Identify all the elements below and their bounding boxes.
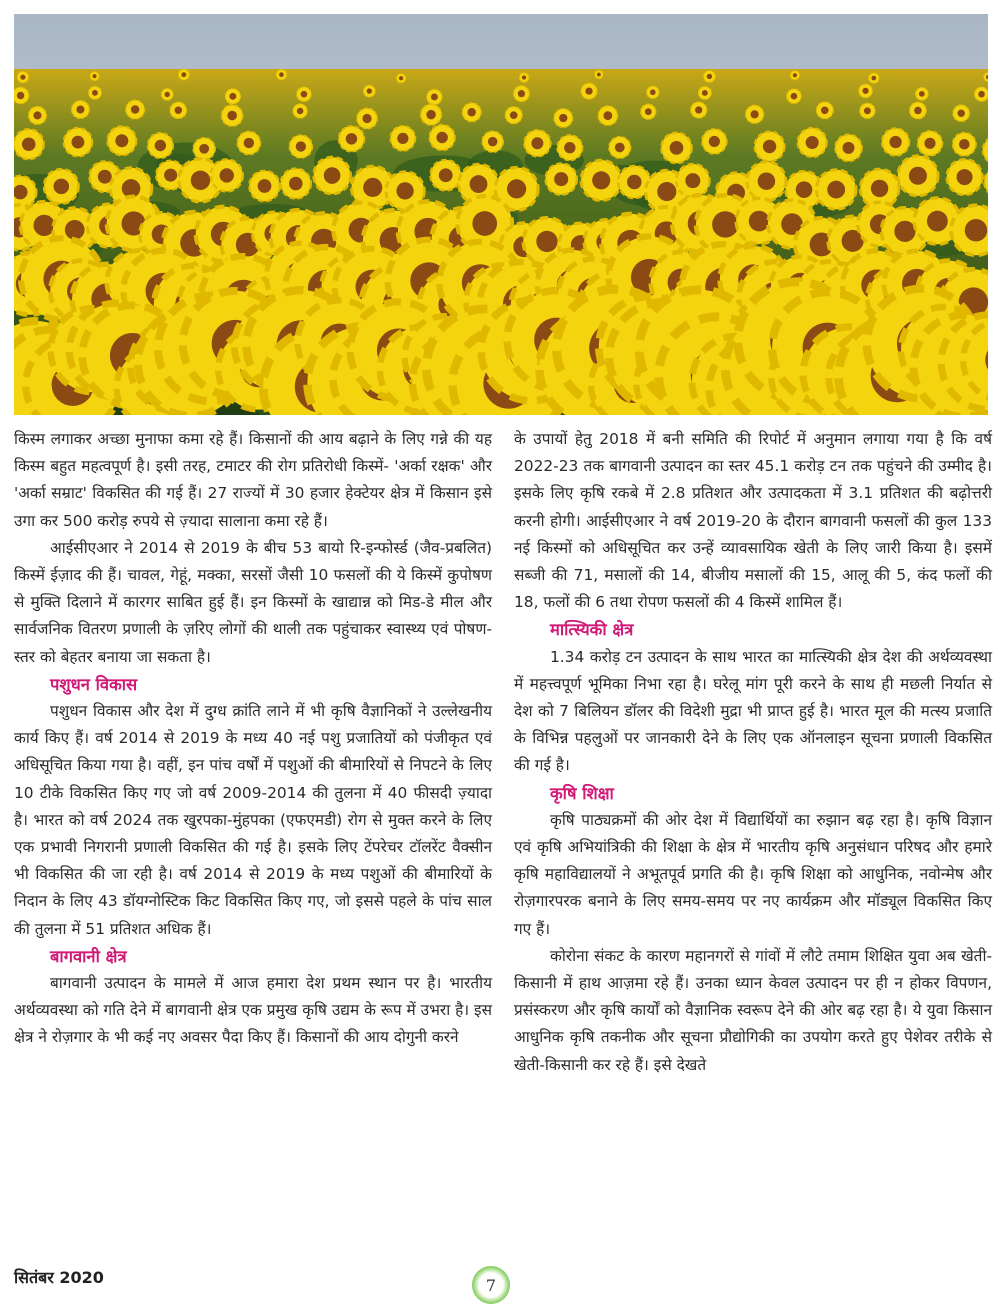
sunflower bbox=[430, 160, 461, 191]
sunflower bbox=[698, 86, 711, 99]
issue-date: सितंबर 2020 bbox=[14, 1268, 104, 1287]
sunflower bbox=[816, 170, 856, 210]
sunflower bbox=[178, 69, 189, 80]
sunflower bbox=[947, 159, 983, 195]
sunflower bbox=[14, 129, 44, 159]
sunflower bbox=[513, 86, 529, 102]
sunflower bbox=[745, 105, 763, 123]
paragraph: पशुधन विकास और देश में दुग्ध क्रांति लाने में भी कृषि वैज्ञानिकों ने उल्लेखनीय कार्य किए हैं। वर्ष 2014 से 2019 के मध्य 40 नई पशु प्रजातियों को पंजीकृत एवं अधिसूचित किया गया है। वहीं, इन पांच वर्षों में पशुओं की बीमारियों से निपटने के लिए 10 टीके विकसित किए गए जो वर्ष 2009-2014 की तुलना में 40 फीसदी ज़्यादा है। भारत को वर्ष 2024 तक खुरपका-मुंहपका (एफएमडी) रोग से मुक्त करने के लिए एक प्रभावी निगरानी प्रणाली विकसित की गई है। इसके लिए टेंपरेचर टॉलरेंट वैक्सीन भी विकसित की जा रही है। वर्ष 2014 से 2019 के मध्य पशुओं की बीमारियों के निदान के लिए 43 डॉयग्नोस्टिक किट विकसित किए गए, जो इससे पहले के पांच साल की तुलना में 51 प्रतिशत अधिक हैं। bbox=[14, 702, 492, 938]
paragraph: 1.34 करोड़ टन उत्पादन के साथ भारत का मात्स्यिकी क्षेत्र देश की अर्थव्यवस्था में महत्त्वपूर्ण भूमिका निभा रहा है। घरेलू मांग पूरी करने के साथ ही मछली निर्यात से देश को 7 बिलियन डॉलर की विदेशी मुद्रा भी प्राप्त हुई है। भारत मूल की मत्स्य प्रजाति के विभिन्न पहलुओं पर जानकारी देने के लिए एक ऑनलाइन सूचना प्रणाली विकसित की गई है। bbox=[514, 647, 992, 775]
sunflower bbox=[598, 106, 617, 125]
sunflower bbox=[44, 169, 79, 204]
sunflower bbox=[71, 101, 89, 119]
sunflower bbox=[357, 108, 378, 129]
sunflower bbox=[462, 103, 481, 122]
sunflower bbox=[546, 163, 577, 194]
sunflower bbox=[609, 137, 631, 159]
sunflower bbox=[974, 87, 988, 101]
sunflower bbox=[421, 104, 442, 125]
page-number: 7 bbox=[485, 1275, 497, 1295]
sunflower bbox=[276, 69, 287, 80]
sunflower bbox=[524, 130, 551, 157]
sunflower bbox=[747, 162, 786, 201]
sunflower bbox=[918, 131, 943, 156]
sunflower bbox=[859, 84, 873, 98]
paragraph: बागवानी उत्पादन के मामले में आज हमारा देश प्रथम स्थान पर है। भारतीय अर्थव्यवस्था को गति देने में बागवानी क्षेत्र एक प्रमुख कृषि उद्यम के रूप में उभरा है। इस क्षेत्र ने रोज़गार के भी कई नए अवसर पैदा किए हैं। किसानों की आय दोगुनी करने bbox=[14, 974, 492, 1047]
sunflower bbox=[953, 133, 976, 156]
paragraph: आईसीएआर ने 2014 से 2019 के बीच 53 बायो रि-इन्फोर्स्ड (जैव-प्रबलित) किस्में ईज़ाद की हैं। चावल, गेहूं, मक्का, सरसों जैसी 10 फसलों की ये किस्में कुपोषण से मुक्ति दिलाने में कारगर साबित हुई हैं। इन किस्मों के खाद्यान्न को मिड-डे मील और सार्वजनिक वितरण प्रणाली के ज़रिए लोगों की थाली तक पहुंचाकर स्वास्थ्य एवं पोषण-स्तर को बेहतर बनाया जा सकता है। bbox=[14, 538, 492, 666]
sunflower bbox=[641, 104, 656, 119]
sunflower bbox=[898, 156, 938, 196]
section-heading-fisheries: मात्स्यिकी क्षेत्र bbox=[550, 620, 634, 640]
sunflower bbox=[28, 106, 46, 124]
sunflower bbox=[691, 102, 707, 118]
sunflower bbox=[816, 102, 833, 119]
sunflower bbox=[860, 103, 875, 118]
sunflower bbox=[363, 85, 375, 97]
sunflower bbox=[951, 205, 988, 255]
sunflower bbox=[293, 104, 307, 118]
sunflower bbox=[702, 129, 727, 154]
sunflower bbox=[581, 83, 597, 99]
sunflower bbox=[314, 157, 351, 194]
sunflower bbox=[289, 135, 312, 158]
section-heading-horticulture: बागवानी क्षेत्र bbox=[50, 946, 127, 966]
sunflower bbox=[161, 89, 173, 101]
paragraph: कोरोना संकट के कारण महानगरों से गांवों में लौटे तमाम शिक्षित युवा अब खेती-किसानी में हाथ आज़मा रहे हैं। उनका ध्यान केवल उत्पादन पर ही न होकर विपणन, प्रसंस्करण और कृषि कार्यों को वैज्ञानिक स्वरूप देने की ओर बढ़ रहा है। ये युवा किसान आधुनिक कृषि तकनीक और सूचना प्रौद्योगिकी का उपयोग करते हुए पेशेवर तरीके से खेती-किसानी कर रहे हैं। इसे देखते bbox=[514, 946, 992, 1074]
sunflower bbox=[64, 128, 92, 156]
left-column bbox=[14, 426, 492, 1052]
sunflower bbox=[396, 73, 406, 83]
sunflower bbox=[557, 135, 582, 160]
sunflower bbox=[676, 164, 709, 197]
sunflower bbox=[882, 128, 909, 155]
sunflower bbox=[281, 168, 311, 198]
sunflower bbox=[790, 71, 799, 80]
paragraph: के उपायों हेतु 2018 में बनी समिति की रिपोर्ट में अनुमान लगाया गया है कि वर्ष 2022-23 तक बागवानी उत्पादन का स्तर 45.1 करोड़ टन तक पहुंचने की उम्मीद है। इसके लिए कृषि रकबे में 2.8 प्रतिशत और उत्पादकता में 3.1 प्रतिशत की बढ़ोत्तरी करनी होगी। आईसीएआर ने वर्ष 2019-20 के दौरान बागवानी फसलों की कुल 133 नई किस्मों को अधिसूचित कर उन्हें व्यावसायिक खेती के लिए जारी किया है। इसमें सब्जी की 71, मसालों की 14, बीजीय मसालों की 15, आलू की 5, कंद फलों की 18, फलों की 6 तथा रोपण फसलों की 4 किस्में शामिल हैं। bbox=[514, 430, 992, 612]
sunflower-field-image bbox=[14, 14, 988, 415]
sunflower bbox=[107, 126, 136, 155]
sunflower bbox=[211, 159, 243, 191]
sunflower bbox=[703, 71, 715, 83]
sunflower bbox=[953, 105, 970, 122]
sunflower bbox=[915, 87, 928, 100]
sunflower bbox=[661, 133, 691, 163]
sunflower bbox=[505, 107, 522, 124]
sunflower bbox=[249, 171, 280, 202]
sunflower bbox=[88, 86, 101, 99]
sunflower bbox=[237, 131, 260, 154]
section-heading-agri-education: कृषि शिक्षा bbox=[550, 783, 614, 803]
sunflower bbox=[755, 132, 785, 162]
page-number-badge bbox=[472, 1266, 510, 1304]
sunflower bbox=[798, 128, 827, 157]
sunflower bbox=[170, 102, 187, 119]
sunflower bbox=[126, 100, 145, 119]
sunflower bbox=[17, 71, 28, 82]
sunflower bbox=[581, 160, 621, 200]
sunflower bbox=[339, 126, 365, 152]
sunflower bbox=[869, 73, 879, 83]
sunflower bbox=[221, 105, 242, 126]
sunflower bbox=[835, 134, 862, 161]
sunflower bbox=[482, 131, 503, 152]
paragraph: कृषि पाठ्यक्रमों की ओर देश में विद्यार्थियों का रुझान बढ़ रहा है। कृषि विज्ञान एवं कृषि अभियांत्रिकी की शिक्षा के क्षेत्र में भारतीय कृषि अनुसंधान परिषद और हमारे कृषि महाविद्यालयों ने अभूतपूर्व प्रगति की है। कृषि शिक्षा को आधुनिक, नवोन्मेष और रोज़गारपरक बनाने के लिए समय-समय पर नए कार्यक्रम और मॉड्यूल विकसित किए गए हैं। bbox=[514, 810, 992, 938]
sunflower bbox=[910, 102, 927, 119]
right-column bbox=[514, 426, 992, 1079]
sunflower bbox=[427, 89, 442, 104]
sunflower bbox=[390, 126, 415, 151]
sunflower bbox=[519, 73, 529, 83]
sunflower bbox=[193, 138, 215, 160]
sunflower bbox=[225, 89, 240, 104]
sunflower bbox=[429, 125, 454, 150]
sunflower bbox=[554, 109, 573, 128]
sunflower bbox=[647, 86, 660, 99]
section-heading-livestock: पशुधन विकास bbox=[50, 674, 138, 694]
sunflower-field-photo bbox=[14, 14, 988, 415]
sunflower bbox=[148, 133, 173, 158]
sunflower bbox=[297, 87, 312, 102]
paragraph: किस्म लगाकर अच्छा मुनाफा कमा रहे हैं। किसानों की आय बढ़ाने के लिए गन्ने की यह किस्म बहुत महत्वपूर्ण है। इसी तरह, टमाटर की रोग प्रतिरोधी किस्में- 'अर्का रक्षक' और 'अर्का सम्राट' विकसित की गई हैं। 27 राज्यों में 30 हजार हेक्टेयर क्षेत्र में किसान इसे उगा कर 500 करोड़ रुपये से ज़्यादा सालाना कमा रहे हैं। bbox=[14, 430, 492, 530]
sunflower bbox=[595, 70, 604, 79]
sunflower bbox=[90, 72, 99, 81]
sunflower bbox=[787, 89, 802, 104]
